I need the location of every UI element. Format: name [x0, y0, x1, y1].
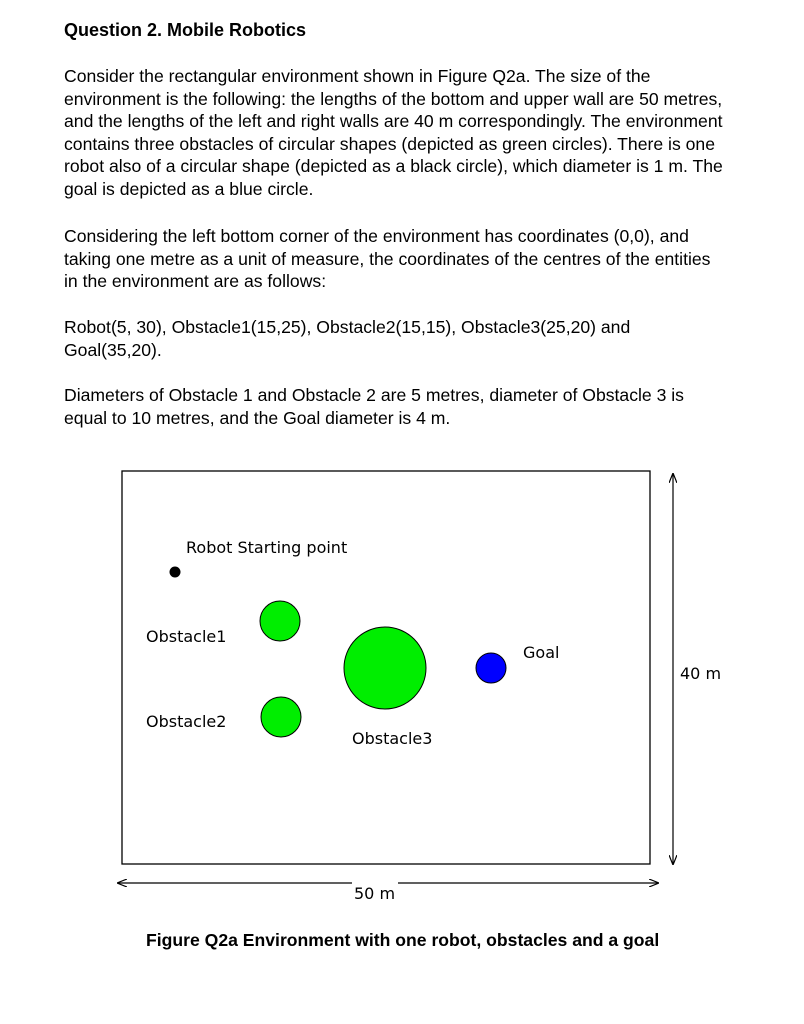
obstacle2-label: Obstacle2: [146, 712, 227, 731]
obstacle1-label: Obstacle1: [146, 627, 227, 646]
goal-circle: [476, 653, 506, 683]
goal-label: Goal: [523, 643, 560, 662]
text-line: Goal(35,20).: [64, 339, 162, 360]
text-line: equal to 10 metres, and the Goal diameter is 4 m.: [64, 407, 451, 428]
text-line: robot also of a circular shape (depicted as a black circle), which diameter is 1 m. The: [64, 156, 723, 176]
obstacle1-circle: [260, 601, 300, 641]
text-line: Considering the left bottom corner of the environment has coordinates (0,0), and: [64, 226, 689, 246]
robot-label: Robot Starting point: [186, 538, 348, 557]
width-label: 50 m: [354, 884, 396, 903]
text-line: Consider the rectangular environment shown in Figure Q2a. The size of the: [64, 66, 651, 86]
text-line: in the environment are as follows:: [64, 271, 327, 291]
text-line: contains three obstacles of circular shapes (depicted as green circles). There is one: [64, 133, 715, 154]
text-line: taking one metre as a unit of measure, the coordinates of the centres of the entities: [64, 248, 711, 269]
question-heading: Question 2. Mobile Robotics: [64, 20, 307, 40]
height-label: 40 m: [680, 664, 722, 683]
obstacle2-circle: [261, 697, 301, 737]
robot-circle: [170, 567, 181, 578]
text-line: Diameters of Obstacle 1 and Obstacle 2 are 5 metres, diameter of Obstacle 3 is: [64, 385, 684, 405]
text-line: goal is depicted as a blue circle.: [64, 178, 314, 199]
text-line: and the lengths of the left and right walls are 40 m correspondingly. The environment: [64, 111, 723, 131]
figure-caption: Figure Q2a Environment with one robot, obstacles and a goal: [146, 930, 660, 950]
obstacle3-circle: [344, 627, 426, 709]
obstacle3-label: Obstacle3: [352, 729, 433, 748]
text-line: Robot(5, 30), Obstacle1(15,25), Obstacle2(15,15), Obstacle3(25,20) and: [64, 317, 631, 337]
text-line: environment is the following: the lengths of the bottom and upper wall are 50 metres,: [64, 88, 723, 109]
